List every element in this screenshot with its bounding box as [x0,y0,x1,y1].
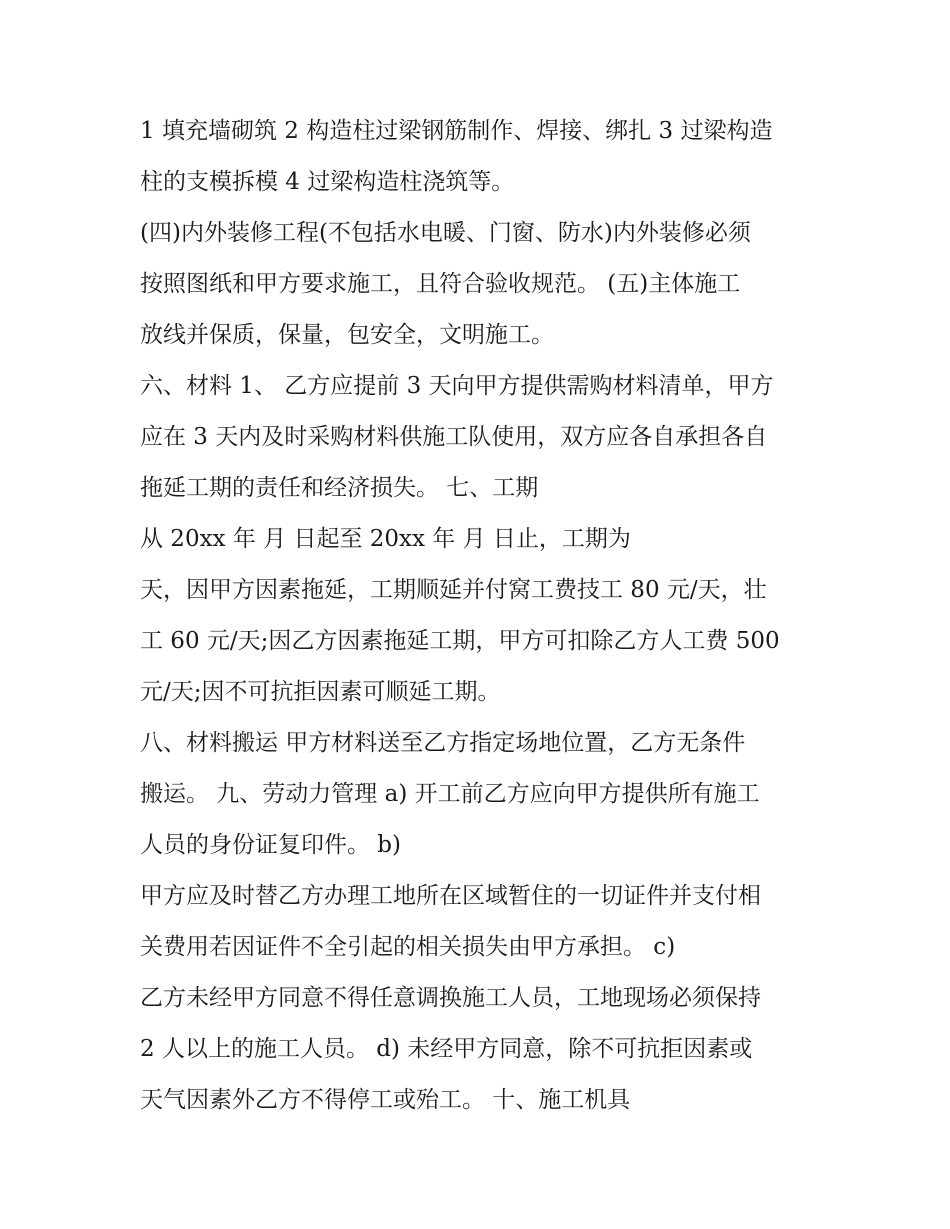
text-line: 柱的支模拆模 4 过梁构造柱浇筑等。 [140,169,515,195]
contract-body-text [140,106,830,1126]
text-line: 工 60 元/天;因乙方因素拖延工期，甲方可扣除乙方人工费 500 [140,628,780,654]
text-line: 关费用若因证件不全引起的相关损失由甲方承担。 c) [140,934,676,960]
text-line: 天气因素外乙方不得停工或殆工。 十、施工机具 [140,1087,631,1113]
text-line: 元/天;因不可抗拒因素可顺延工期。 [140,679,501,705]
text-line: 放线并保质，保量，包安全，文明施工。 [140,322,554,348]
text-line: (四)内外装修工程(不包括水电暖、门窗、防水)内外装修必须 [140,220,751,246]
text-line: 2 人以上的施工人员。 d) 未经甲方同意，除不可抗拒因素或 [140,1036,753,1062]
text-line: 按照图纸和甲方要求施工，且符合验收规范。 (五)主体施工 [140,271,741,297]
text-line: 应在 3 天内及时采购材料供施工队使用，双方应各自承担各自 [140,424,768,450]
text-line: 人员的身份证复印件。 b) [140,832,402,858]
text-line: 1 填充墙砌筑 2 构造柱过梁钢筋制作、焊接、绑扎 3 过梁构造 [140,118,773,144]
text-line: 搬运。 九、劳动力管理 a) 开工前乙方应向甲方提供所有施工 [140,781,760,807]
text-line: 天，因甲方因素拖延，工期顺延并付窝工费技工 80 元/天，壮 [140,577,767,603]
text-line: 八、材料搬运 甲方材料送至乙方指定场地位置，乙方无条件 [140,730,746,756]
text-line: 拖延工期的责任和经济损失。 七、工期 [140,475,539,501]
text-line: 六、材料 1、 乙方应提前 3 天向甲方提供需购材料清单，甲方 [140,373,774,399]
text-line: 甲方应及时替乙方办理工地所在区域暂住的一切证件并支付相 [140,883,761,909]
text-line: 乙方未经甲方同意不得任意调换施工人员，工地现场必须保持 [140,985,761,1011]
text-line: 从 20xx 年 月 日起至 20xx 年 月 日止，工期为 [140,526,631,552]
